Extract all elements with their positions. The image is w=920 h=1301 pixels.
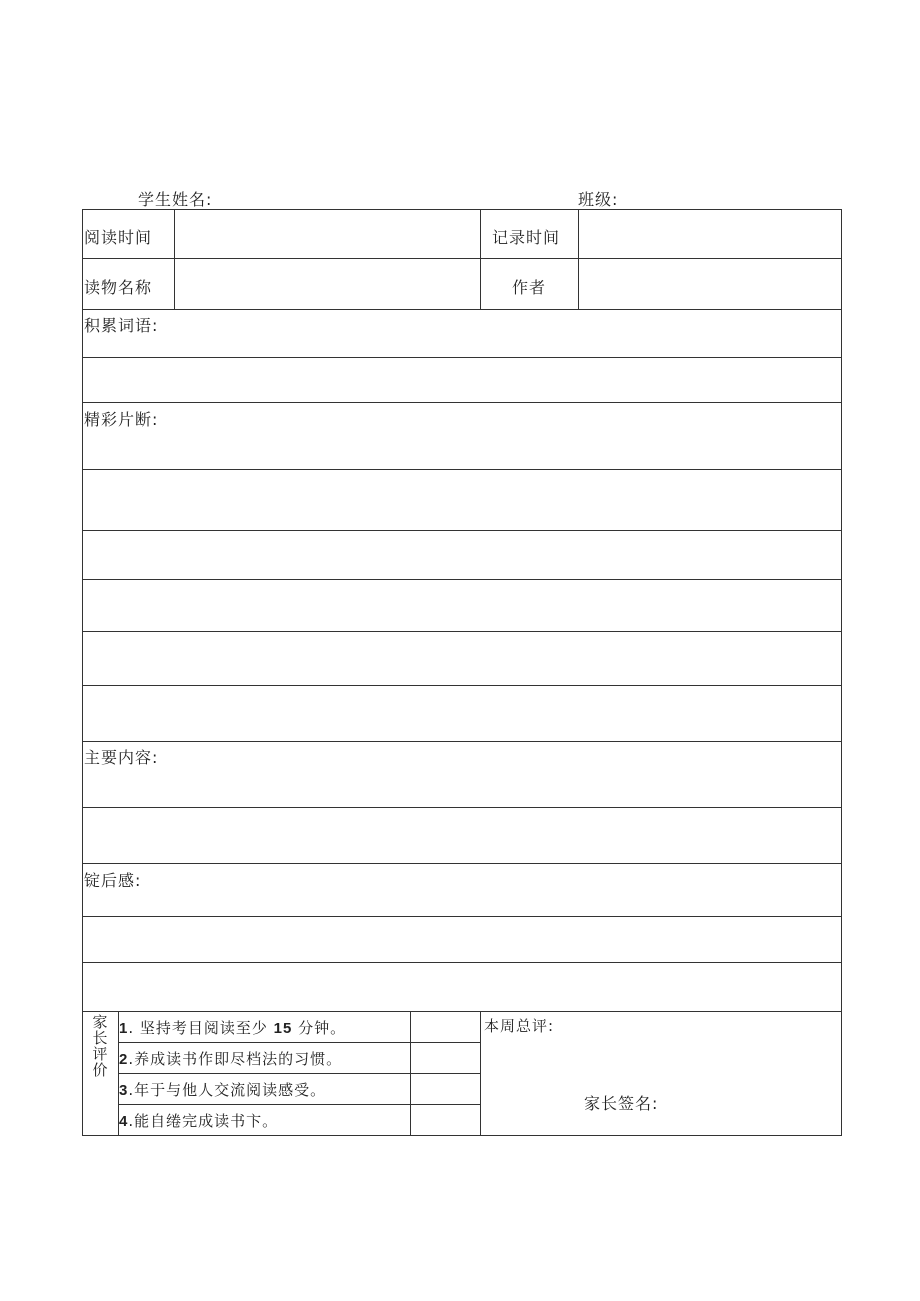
row-divider bbox=[82, 530, 842, 531]
row-divider bbox=[82, 962, 842, 963]
row-divider bbox=[82, 402, 842, 403]
book-title-label: 读物名称 bbox=[84, 278, 153, 297]
weekly-summary-label: 本周总评: bbox=[484, 1017, 555, 1035]
row-divider bbox=[82, 741, 842, 742]
row-divider bbox=[82, 631, 842, 632]
col-divider bbox=[174, 209, 175, 309]
reading-time-label: 阅读时间 bbox=[84, 228, 153, 247]
eval-item-4: 4.能自绻完成读书卞。 bbox=[119, 1112, 279, 1130]
row-divider bbox=[82, 1011, 842, 1012]
row-divider bbox=[82, 309, 842, 310]
col-divider bbox=[480, 209, 481, 309]
row-divider bbox=[82, 579, 842, 580]
row-divider bbox=[82, 916, 842, 917]
record-time-label: 记录时间 bbox=[492, 228, 561, 247]
row-divider bbox=[82, 863, 842, 864]
reading-record-form bbox=[82, 209, 842, 1136]
main-content-label: 主要内容: bbox=[84, 748, 159, 767]
excerpts-label: 精彩片断: bbox=[84, 410, 159, 429]
row-divider bbox=[118, 1073, 480, 1074]
col-divider bbox=[480, 1011, 481, 1136]
vocabulary-label: 积累词语: bbox=[84, 316, 159, 335]
row-divider bbox=[82, 357, 842, 358]
eval-item-3: 3.年于与他人交流阅读感受。 bbox=[119, 1081, 327, 1099]
row-divider bbox=[82, 685, 842, 686]
row-divider bbox=[82, 469, 842, 470]
author-label: 作者 bbox=[512, 278, 547, 297]
row-divider bbox=[82, 258, 842, 259]
eval-item-2: 2.养成读书作即尽档法的习惯。 bbox=[119, 1050, 343, 1068]
student-name-label: 学生姓名: bbox=[138, 190, 213, 209]
reflection-label: 锭后感: bbox=[84, 871, 142, 890]
class-label: 班级: bbox=[578, 190, 619, 209]
row-divider bbox=[118, 1104, 480, 1105]
parent-signature-label: 家长签名: bbox=[584, 1094, 659, 1113]
eval-item-1: 1. 坚持考目阅读至少 15 分钟。 bbox=[119, 1019, 347, 1037]
row-divider bbox=[118, 1042, 480, 1043]
row-divider bbox=[82, 807, 842, 808]
parent-eval-label: 家 长 评 价 bbox=[92, 1013, 108, 1079]
col-divider bbox=[578, 209, 579, 309]
